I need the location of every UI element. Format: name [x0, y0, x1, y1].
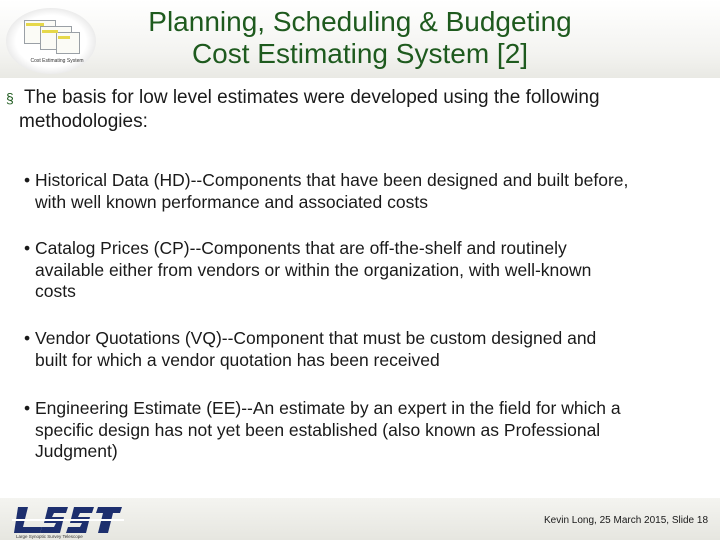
- bullet-dot-icon: •: [24, 398, 31, 418]
- thumbnail-highlight: [58, 36, 70, 39]
- bullet-line: specific design has not yet been established (also known as Professional: [35, 419, 601, 440]
- bullet-historical-data: [24, 170, 714, 213]
- title-line-2: Cost Estimating System [2]: [191, 38, 529, 69]
- lead-paragraph: [6, 86, 706, 133]
- bullet-dot-icon: •: [24, 238, 31, 258]
- bullet-dot-icon: •: [24, 328, 31, 348]
- thumbnail-highlight: [26, 23, 44, 26]
- bullet-catalog-prices: [24, 238, 714, 303]
- bullet-line: Judgment): [35, 441, 118, 461]
- lsst-logo: [12, 501, 124, 539]
- bullet-dot-icon: •: [24, 170, 31, 190]
- lead-line-1: The basis for low level estimates were developed using the following: [23, 87, 600, 108]
- bullet-line: with well known performance and associated costs: [35, 191, 428, 212]
- bullet-line: costs: [35, 281, 76, 301]
- bullet-engineering-estimate: [24, 398, 714, 463]
- bullet-line: available either from vendors or within the organization, with well-known: [35, 259, 592, 280]
- bullet-vendor-quotations: [24, 328, 714, 371]
- slide-title: [100, 6, 620, 70]
- bullet-line: Catalog Prices (CP)--Components that are off-the-shelf and routinely: [35, 238, 567, 258]
- lead-line-2: methodologies:: [19, 111, 148, 132]
- lsst-logo-mark: [12, 507, 124, 533]
- bullet-line: Historical Data (HD)--Components that have been designed and built before,: [35, 170, 629, 190]
- thumbnail-caption: Cost Estimating System: [30, 58, 84, 64]
- bullet-line: built for which a vendor quotation has been received: [35, 349, 440, 370]
- logo-subtitle: Large Synoptic Survey Telescope: [16, 534, 83, 539]
- bullet-line: Engineering Estimate (EE)--An estimate by an expert in the field for which a: [35, 398, 621, 418]
- title-line-1: Planning, Scheduling & Budgeting: [148, 6, 572, 37]
- thumbnail-highlight: [42, 30, 58, 33]
- cost-system-thumbnail: [6, 8, 96, 74]
- slide-footer-credit: Kevin Long, 25 March 2015, Slide 18: [544, 515, 708, 526]
- bullet-line: Vendor Quotations (VQ)--Component that must be custom designed and: [35, 328, 597, 348]
- square-bullet-icon: §: [6, 90, 14, 106]
